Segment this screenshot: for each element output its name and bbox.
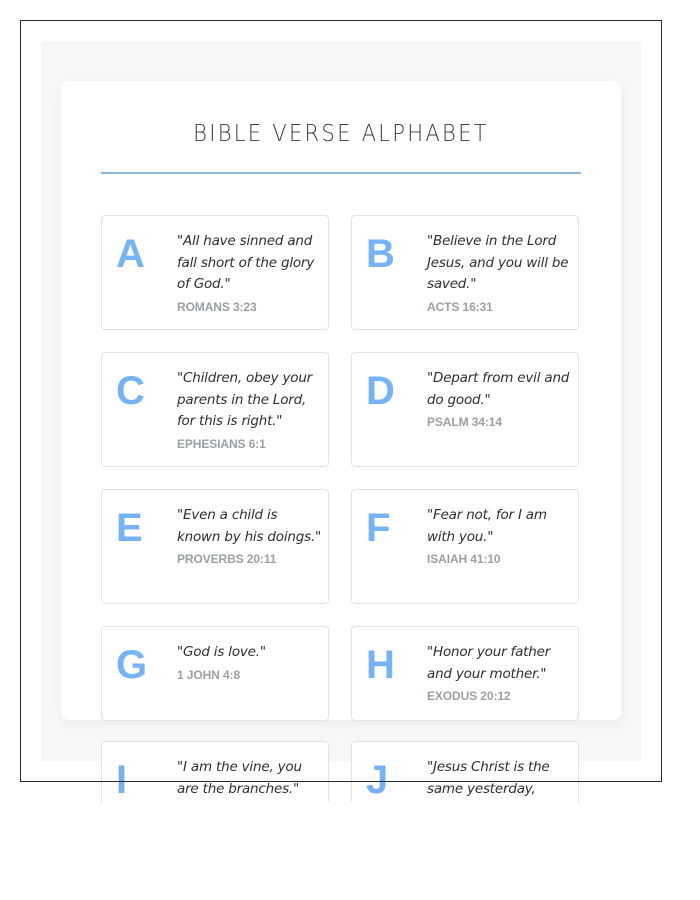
verse-letter: I	[116, 758, 128, 802]
verse-letter: C	[116, 369, 145, 413]
verse-text: "Honor your father and your mother."	[427, 644, 551, 682]
page-title: BIBLE VERSE ALPHABET	[193, 121, 489, 147]
verse-letter: F	[366, 506, 391, 550]
window-frame	[20, 20, 662, 782]
verse-letter: D	[366, 369, 395, 413]
verse-letter: A	[116, 232, 145, 276]
verse-letter: B	[366, 232, 395, 276]
verse-text: "Jesus Christ is the same yesterday,	[427, 759, 550, 797]
verse-reference: ISAIAH 41:10	[427, 552, 501, 566]
verse-letter: G	[116, 643, 148, 687]
verse-reference: EPHESIANS 6:1	[177, 436, 266, 451]
verse-reference: PROVERBS 20:11	[177, 552, 277, 566]
verse-letter: E	[116, 506, 143, 550]
verse-text: "Fear not, for I am with you."	[427, 507, 547, 545]
verse-text: "I am the vine, you are the branches."	[177, 759, 302, 797]
verse-text: "Believe in the Lord Jesus, and you will be saved."	[427, 233, 569, 292]
verse-text: "God is love."	[177, 644, 266, 660]
verse-reference: ROMANS 3:23	[177, 299, 257, 314]
verse-reference: ACTS 16:31	[427, 299, 493, 314]
verse-text: "All have sinned and fall short of the glory of God."	[177, 233, 315, 292]
verse-letter: J	[366, 758, 389, 802]
verse-reference: PSALM 34:14	[427, 415, 502, 429]
verse-text: "Depart from evil and do good."	[427, 370, 570, 408]
verse-letter: H	[366, 643, 395, 687]
verse-reference: 1 JOHN 4:8	[177, 667, 241, 682]
verse-text: "Children, obey your parents in the Lord, for this is right."	[177, 370, 313, 429]
verse-text: "Even a child is known by his doings."	[177, 507, 322, 545]
verse-reference: EXODUS 20:12	[427, 689, 511, 703]
